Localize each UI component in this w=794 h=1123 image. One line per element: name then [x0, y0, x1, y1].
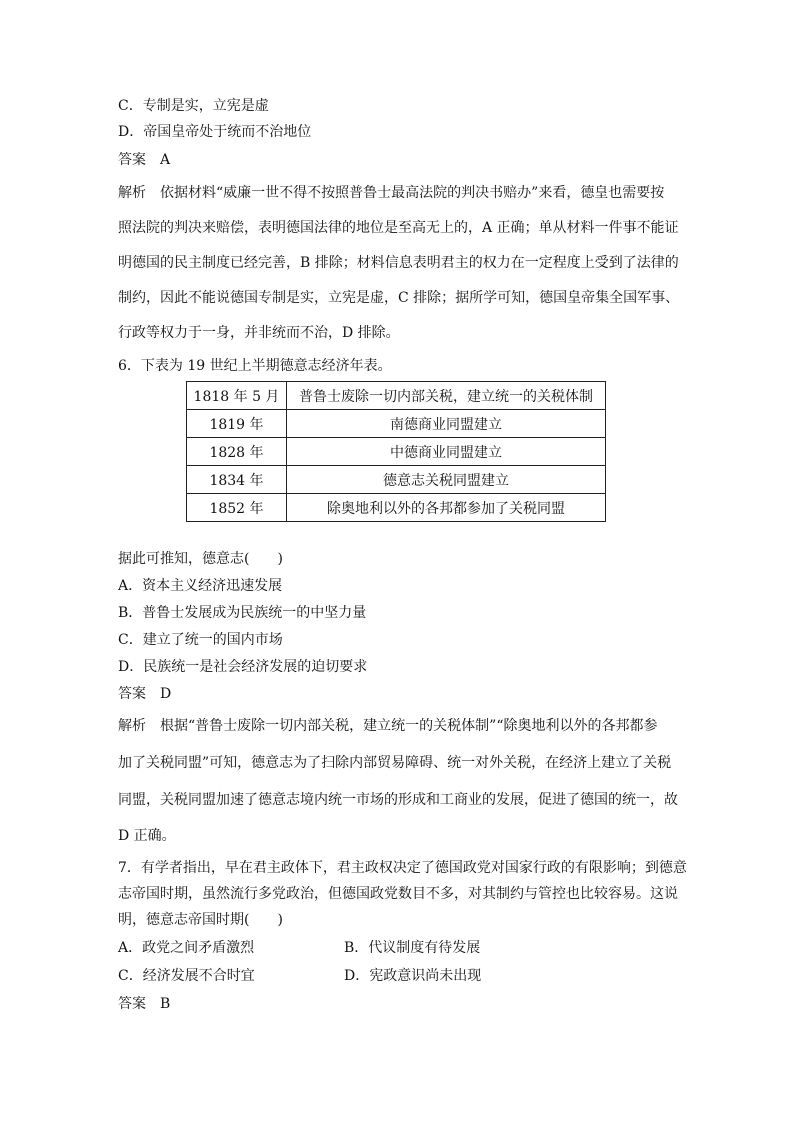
q6-analysis-line-2: 加了关税同盟”可知，德意志为了扫除内部贸易障碍、统一对外关税，在经济上建立了关税 [118, 755, 672, 771]
table-cell-event: 除奥地利以外的各邦都参加了关税同盟 [287, 494, 606, 522]
q7-answer: 答案 B [118, 996, 171, 1012]
q6-option-a: A．资本主义经济迅速发展 [118, 578, 283, 594]
table-cell-event: 南德商业同盟建立 [287, 410, 606, 438]
q5-option-d: D．帝国皇帝处于统而不治地位 [118, 124, 312, 140]
q7-stem-line-2: 志帝国时期，虽然流行多党政治，但德国政党数目不多，对其制约与管控也比较容易。这说 [118, 886, 678, 902]
table-cell-year: 1852 年 [187, 494, 287, 522]
q6-analysis-line-4: D 正确。 [118, 828, 176, 844]
q5-analysis-line-2: 照法院的判决来赔偿，表明德国法律的地位是至高无上的，A 正确；单从材料一件事不能证 [118, 220, 679, 236]
q7-option-d: D．宪政意识尚未出现 [344, 968, 482, 984]
q6-question: 据此可推知，德意志( ) [118, 551, 283, 567]
table-row [187, 410, 606, 438]
table-cell-event: 德意志关税同盟建立 [287, 466, 606, 494]
q7-options-row-1 [118, 938, 481, 958]
table-cell-event: 普鲁士废除一切内部关税，建立统一的关税体制 [287, 382, 606, 410]
table-row [187, 466, 606, 494]
q6-option-c: C．建立了统一的国内市场 [118, 632, 283, 648]
q7-option-b: B．代议制度有待发展 [344, 940, 481, 956]
table-cell-year: 1834 年 [187, 466, 287, 494]
q6-option-b: B．普鲁士发展成为民族统一的中坚力量 [118, 605, 367, 621]
q7-stem-line-3: 明，德意志帝国时期( ) [118, 912, 283, 928]
q6-answer: 答案 D [118, 686, 172, 702]
q7-option-a: A．政党之间矛盾激烈 [118, 940, 255, 956]
q6-analysis-line-3: 同盟，关税同盟加速了德意志境内统一市场的形成和工商业的发展，促进了德国的统一，故 [118, 792, 678, 808]
q5-analysis-line-4: 制约，因此不能说德国专制是实，立宪是虚，C 排除；据所学可知，德国皇帝集全国军事、 [118, 290, 680, 306]
table-cell-event: 中德商业同盟建立 [287, 438, 606, 466]
q7-option-c: C．经济发展不合时宜 [118, 968, 255, 984]
q5-analysis-line-1: 解析 依据材料“威廉一世不得不按照普鲁士最高法院的判决书赔办”来看，德皇也需要按 [118, 185, 665, 201]
q5-option-c: C．专制是实，立宪是虚 [118, 98, 269, 114]
q5-analysis-line-5: 行政等权力于一身，并非统而不治，D 排除。 [118, 325, 400, 341]
q6-analysis-line-1: 解析 根据“普鲁士废除一切内部关税，建立统一的关税体制”“除奥地利以外的各邦都参 [118, 718, 658, 734]
table-cell-year: 1818 年 5 月 [187, 382, 287, 410]
table-row [187, 382, 606, 410]
economic-timeline-table [186, 381, 606, 522]
q5-answer: 答案 A [118, 152, 171, 168]
q7-stem-line-1: 7．有学者指出，早在君主政体下，君主政权决定了德国政党对国家行政的有限影响；到德意 [118, 860, 687, 876]
q6-option-d: D．民族统一是社会经济发展的迫切要求 [118, 659, 368, 675]
table-row [187, 438, 606, 466]
table-row [187, 494, 606, 522]
q7-options-row-2 [118, 966, 482, 986]
table-cell-year: 1819 年 [187, 410, 287, 438]
table-cell-year: 1828 年 [187, 438, 287, 466]
q5-analysis-line-3: 明德国的民主制度已经完善，B 排除；材料信息表明君主的权力在一定程度上受到了法律的 [118, 255, 679, 271]
q6-stem: 6．下表为 19 世纪上半期德意志经济年表。 [118, 358, 392, 374]
